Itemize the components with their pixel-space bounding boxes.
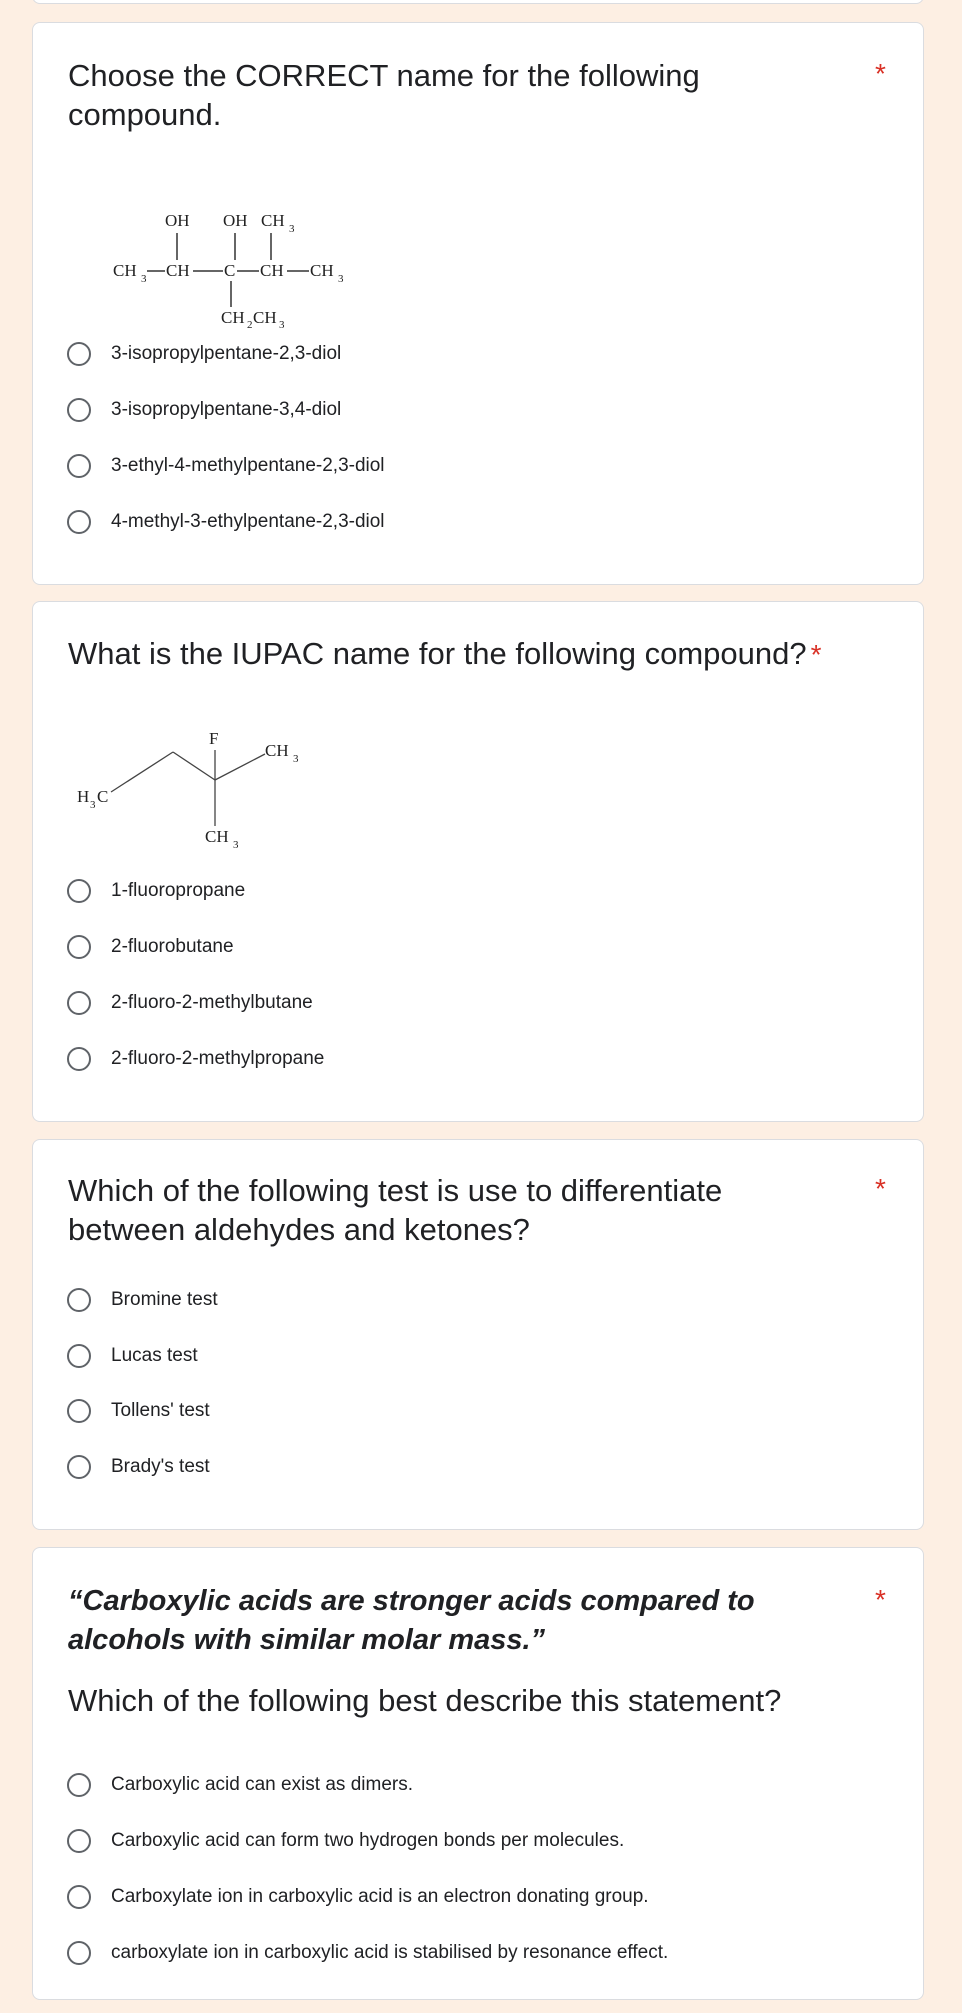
question-3-title: Which of the following test is use to differentiate between aldehydes and ketones? [68, 1173, 723, 1247]
structure-label: CH [261, 211, 285, 230]
option-radio[interactable] [67, 1285, 218, 1315]
option-radio[interactable] [67, 339, 341, 369]
structure-label: CH [221, 308, 245, 327]
radio-circle-icon[interactable] [67, 1455, 91, 1479]
question-2-title-text: What is the IUPAC name for the following compound? [68, 636, 807, 671]
radio-circle-icon[interactable] [67, 1941, 91, 1965]
option-label: 3-isopropylpentane-3,4-diol [111, 399, 342, 420]
radio-circle-icon[interactable] [67, 1344, 91, 1368]
structure-subscript: 3 [233, 839, 239, 851]
option-label: Brady's test [111, 1456, 210, 1477]
structure-subscript: 3 [90, 799, 96, 811]
radio-circle-icon[interactable] [67, 1399, 91, 1423]
previous-question-card [32, 0, 924, 4]
option-label: Lucas test [111, 1345, 198, 1366]
option-label: Carboxylate ion in carboxylic acid is an electron donating group. [111, 1886, 649, 1907]
question-card-4 [32, 1547, 924, 2000]
structure-label: CH [260, 261, 284, 280]
radio-circle-icon[interactable] [67, 1047, 91, 1071]
structure-subscript: 3 [293, 753, 299, 765]
option-radio[interactable] [67, 451, 385, 481]
radio-circle-icon[interactable] [67, 454, 91, 478]
structure-label: CH [205, 827, 229, 846]
option-label: Bromine test [111, 1289, 218, 1310]
structure-label: CH [310, 261, 334, 280]
option-label: 2-fluoro-2-methylpropane [111, 1048, 325, 1069]
structure-label: C [97, 787, 109, 806]
question-card-3 [32, 1139, 924, 1530]
structure-label: OH [165, 211, 190, 230]
radio-circle-icon[interactable] [67, 1885, 91, 1909]
question-2-title [68, 634, 868, 673]
option-radio[interactable] [67, 876, 245, 906]
option-label: Carboxylic acid can exist as dimers. [111, 1774, 413, 1795]
structure-subscript: 2 [247, 319, 253, 331]
option-radio[interactable] [67, 395, 341, 425]
question-card-2 [32, 601, 924, 1122]
structure-label: CH [253, 308, 277, 327]
required-star: * [875, 58, 886, 89]
radio-circle-icon[interactable] [67, 398, 91, 422]
option-radio[interactable] [67, 1882, 649, 1912]
option-radio[interactable] [67, 932, 234, 962]
option-label: Carboxylic acid can form two hydrogen bonds per molecules. [111, 1830, 625, 1851]
option-label: carboxylate ion in carboxylic acid is stabilised by resonance effect. [111, 1942, 669, 1963]
structure-subscript: 3 [289, 223, 295, 235]
radio-circle-icon[interactable] [67, 991, 91, 1015]
option-radio[interactable] [67, 1044, 324, 1074]
question-1-title: Choose the CORRECT name for the following compound. [68, 58, 700, 132]
structure-label: H [77, 787, 90, 806]
structure-subscript: 3 [141, 273, 147, 285]
required-star: * [875, 1584, 886, 1615]
option-radio[interactable] [67, 1452, 210, 1482]
structure-label: C [224, 261, 236, 280]
radio-circle-icon[interactable] [67, 342, 91, 366]
structure-label: OH [223, 211, 248, 230]
structure-label: CH [113, 261, 137, 280]
option-radio[interactable] [67, 1826, 624, 1856]
question-1-structure-image [73, 183, 373, 333]
option-label: 3-isopropylpentane-2,3-diol [111, 343, 342, 364]
option-radio[interactable] [67, 988, 313, 1018]
option-label: 1-fluoropropane [111, 880, 246, 901]
structure-label: CH [166, 261, 190, 280]
radio-circle-icon[interactable] [67, 879, 91, 903]
question-4-title: Which of the following best describe this statement? [68, 1683, 782, 1718]
option-radio[interactable] [67, 1396, 210, 1426]
option-label: 2-fluorobutane [111, 936, 234, 957]
question-2-structure-image [73, 722, 333, 862]
structure-label: CH [265, 741, 289, 760]
radio-circle-icon[interactable] [67, 510, 91, 534]
option-radio[interactable] [67, 1938, 668, 1968]
option-radio[interactable] [67, 1770, 413, 1800]
option-label: 2-fluoro-2-methylbutane [111, 992, 313, 1013]
structure-label: F [209, 729, 219, 748]
required-star: * [875, 1173, 886, 1204]
option-label: 4-methyl-3-ethylpentane-2,3-diol [111, 511, 385, 532]
question-4-quote: “Carboxylic acids are stronger acids compared to alcohols with similar molar mass.” [68, 1585, 755, 1656]
structure-subscript: 3 [338, 273, 344, 285]
radio-circle-icon[interactable] [67, 935, 91, 959]
option-label: 3-ethyl-4-methylpentane-2,3-diol [111, 455, 385, 476]
radio-circle-icon[interactable] [67, 1829, 91, 1853]
radio-circle-icon[interactable] [67, 1288, 91, 1312]
radio-circle-icon[interactable] [67, 1773, 91, 1797]
question-card-1 [32, 22, 924, 585]
required-star: * [810, 639, 822, 670]
option-radio[interactable] [67, 1341, 198, 1371]
option-radio[interactable] [67, 507, 385, 537]
option-label: Tollens' test [111, 1400, 210, 1421]
structure-subscript: 3 [279, 319, 285, 331]
